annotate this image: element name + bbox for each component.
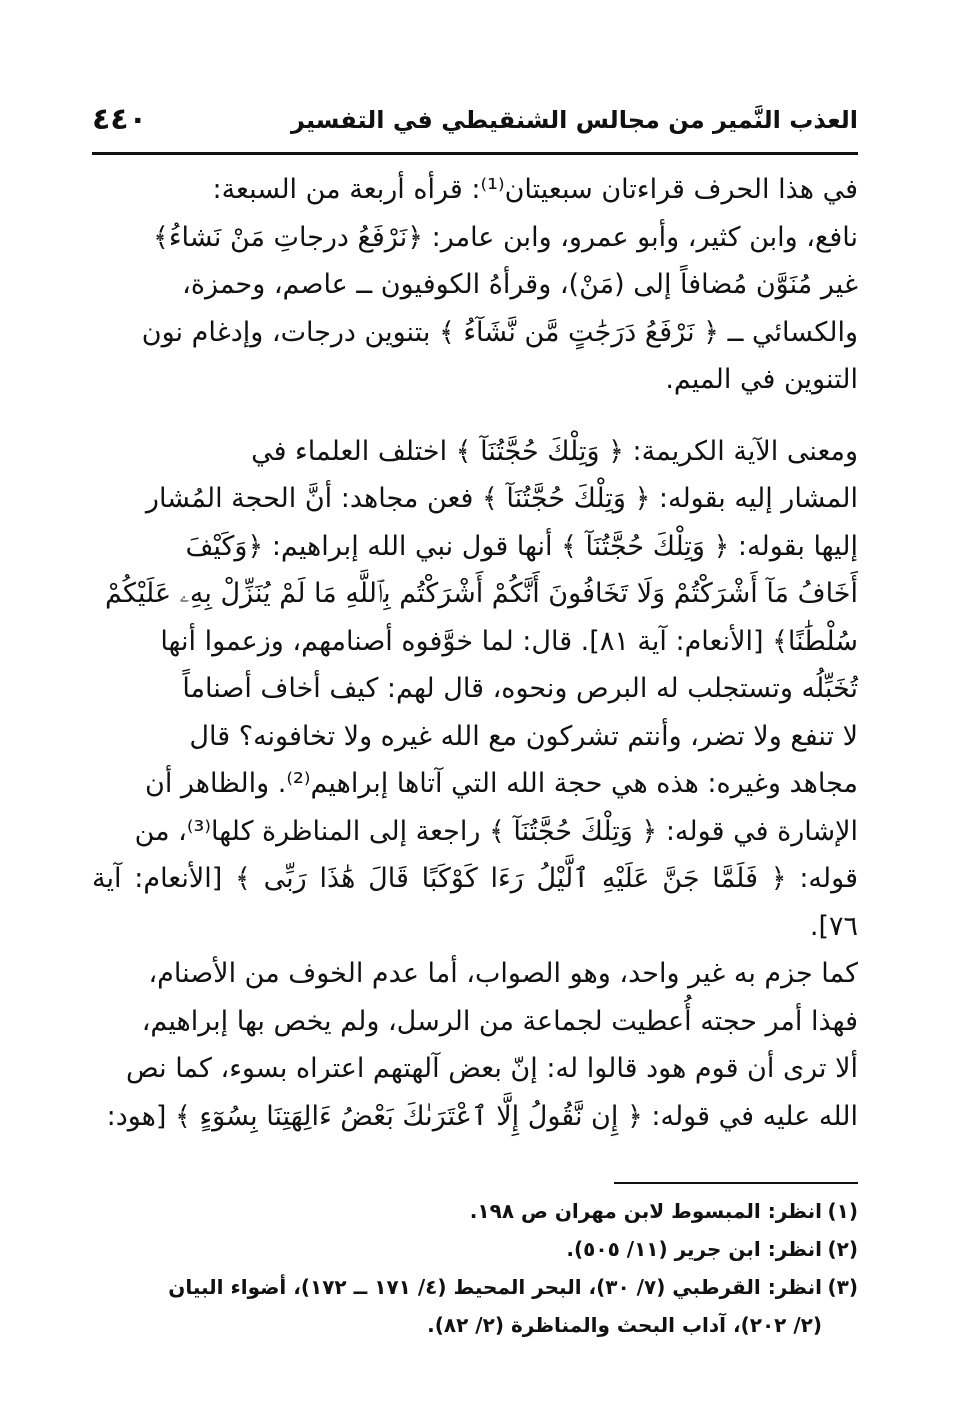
text-line: فهذا أمر حجته أُعطيت لجماعة من الرسل، ولم يخص بها إبراهيم، bbox=[141, 1005, 858, 1037]
header-title: العذب النَّمير من مجالس الشنقيطي في التفسير bbox=[291, 106, 858, 134]
text-line: كما جزم به غير واحد، وهو الصواب، أما عدم الخوف من الأصنام، bbox=[148, 958, 858, 989]
footnote-1 bbox=[92, 1192, 858, 1230]
footnote-divider bbox=[614, 1182, 858, 1184]
text-line: ألا ترى أن قوم هود قالوا له: إنّ بعض آلهتهم اعتراه بسوء، كما نص bbox=[126, 1053, 858, 1084]
text-line: التنوين في الميم. bbox=[665, 364, 858, 395]
footnotes bbox=[92, 1192, 858, 1344]
footnote-2 bbox=[92, 1230, 858, 1268]
body-text bbox=[92, 166, 858, 1140]
text-line: سُلْطَٰنًا﴾ [الأنعام: آية ٨١]. قال: لما خوَّفوه أصنامهم، وزعموا أنها bbox=[160, 625, 858, 657]
footnote-number: (٣) bbox=[827, 1275, 858, 1299]
footnote-text: (٢/ ٢٠٢)، آداب البحث والمناظرة (٢/ ٨٢). bbox=[427, 1313, 822, 1337]
text-line: الإشارة في قوله: ﴿ وَتِلْكَ حُجَّتُنَآ ﴾ راجعة إلى المناظرة كلها⁽³⁾، من bbox=[134, 815, 858, 847]
text-line: والكسائي ــ ﴿ نَرْفَعُ دَرَجَٰتٍ مَّن نَّشَآءُ ﴾ بتنوين درجات، وإدغام نون bbox=[141, 316, 858, 348]
paragraph-meaning bbox=[92, 428, 858, 1141]
text-line: ومعنى الآية الكريمة: ﴿ وَتِلْكَ حُجَّتُنَآ ﴾ اختلف العلماء في bbox=[251, 435, 858, 467]
text-line: تُخَبِّلُه وتستجلب له البرص ونحوه، قال لهم: كيف أخاف أصناماً bbox=[182, 673, 858, 704]
text-line: المشار إليه بقوله: ﴿ وَتِلْكَ حُجَّتُنَآ ﴾ فعن مجاهد: أنَّ الحجة المُشار bbox=[145, 483, 858, 514]
footnote-number: (٢) bbox=[827, 1237, 858, 1261]
text-line: نافع، وابن كثير، وأبو عمرو، وابن عامر: ﴿نَرْفَعُ درجاتِ مَنْ نَشاءُ﴾ bbox=[153, 221, 858, 253]
paragraph-readings bbox=[92, 166, 858, 404]
text-line: في هذا الحرف قراءتان سبعيتان⁽¹⁾: قرأه أربعة من السبعة: bbox=[212, 174, 858, 205]
text-line: قوله: ﴿ فَلَمَّا جَنَّ عَلَيْهِ ٱلَّيْلُ رَءَا كَوْكَبًا قَالَ هَٰذَا رَبِّى ﴾ [الأنعام: آية ٧٦]. bbox=[92, 863, 858, 942]
footnote-3 bbox=[92, 1268, 858, 1344]
text-line: لا تنفع ولا تضر، وأنتم تشركون مع الله غيره ولا تخافونه؟ قال bbox=[189, 720, 858, 752]
text-line: مجاهد وغيره: هذه هي حجة الله التي آتاها إبراهيم⁽²⁾. والظاهر أن bbox=[145, 768, 858, 799]
text-line: الله عليه في قوله: ﴿ إِن نَّقُولُ إِلَّا ٱعْتَرَىٰكَ بَعْضُ ءَالِهَتِنَا بِسُوٓءٍ ﴾ [هود: bbox=[106, 1100, 858, 1132]
footnote-number: (١) bbox=[827, 1199, 858, 1223]
text-line: غير مُنَوَّن مُضافاً إلى (مَنْ)، وقرأهُ الكوفيون ــ عاصم، وحمزة، bbox=[182, 269, 858, 300]
book-page bbox=[92, 100, 858, 1370]
text-line: إليها بقوله: ﴿ وَتِلْكَ حُجَّتُنَآ ﴾ أنها قول نبي الله إبراهيم: ﴿وَكَيْفَ bbox=[185, 530, 858, 562]
text-line: أَخَافُ مَآ أَشْرَكْتُمْ وَلَا تَخَافُونَ أَنَّكُمْ أَشْرَكْتُم بِٱللَّهِ مَا لَمْ يُنَزِّلْ بِهِۦ عَلَيْكُمْ bbox=[105, 578, 858, 609]
footnote-text: انظر: ابن جرير (١١/ ٥٠٥). bbox=[566, 1237, 822, 1261]
page-number: ٤٤٠ bbox=[92, 102, 147, 137]
running-header bbox=[92, 100, 858, 155]
footnote-text: انظر: المبسوط لابن مهران ص ١٩٨. bbox=[469, 1199, 822, 1223]
footnote-text: انظر: القرطبي (٧/ ٣٠)، البحر المحيط (٤/ ١٧١ ــ ١٧٢)، أضواء البيان bbox=[168, 1275, 822, 1299]
